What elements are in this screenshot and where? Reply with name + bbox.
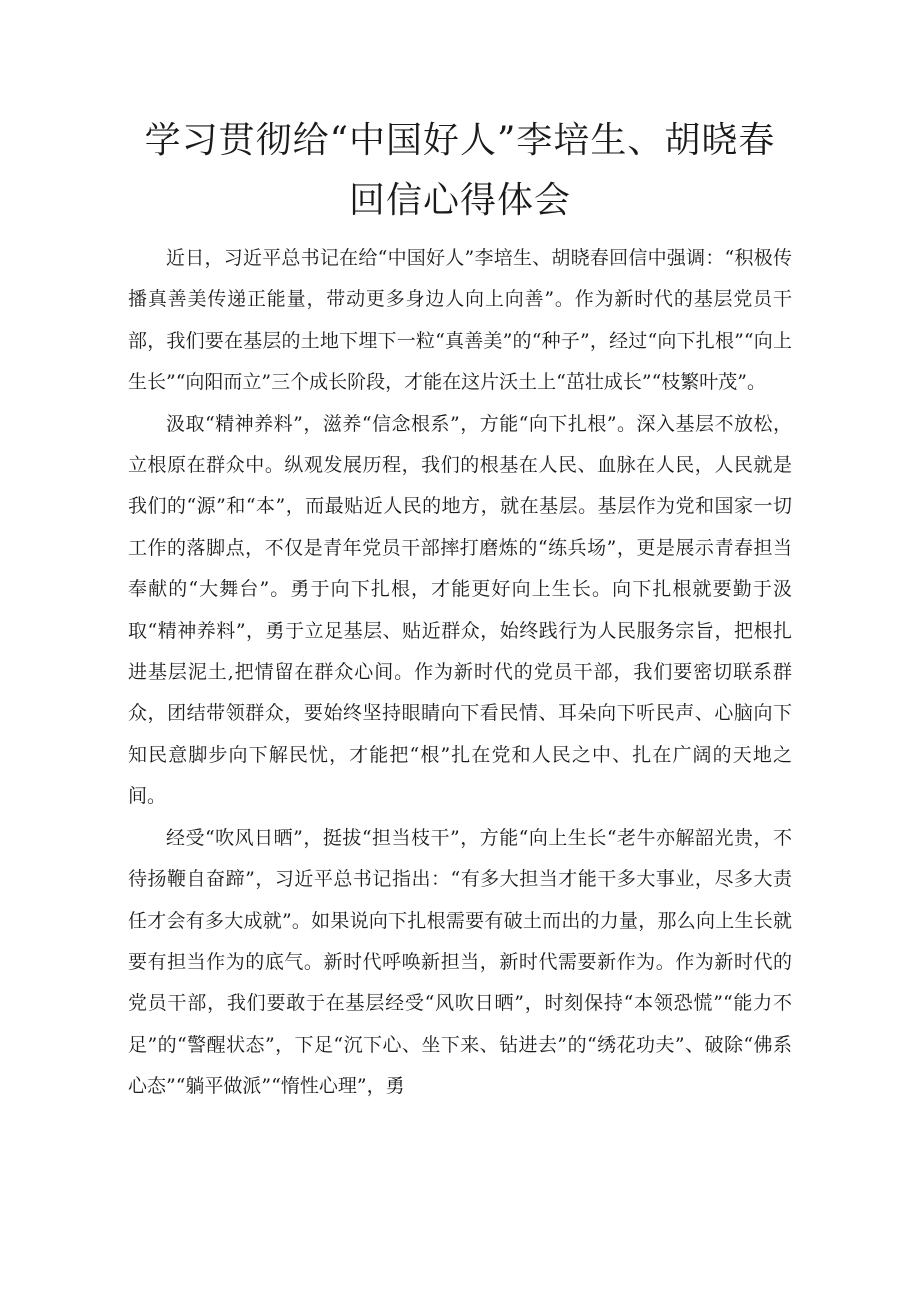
document-title-line-1: 学习贯彻给“中国好人”李培生、胡晓春 [144, 120, 776, 161]
document-body [128, 238, 792, 1108]
paragraph-3: 经受“吹风日晒”，挺拔“担当枝干”，方能“向上生长“老牛亦解韶光贵，不待扬鞭自奋蹄”，习近平总书记指出：“有多大担当才能干多大事业，尽多大责任才会有多大成就”。如果说向下扎根需要有破土而出的力量，那么向上生长就要有担当作为的底气。新时代呼唤新担当，新时代需要新作为。作为新时代的党员干部，我们要敢于在基层经受“风吹日晒”，时刻保持“本领恐慌”“能力不足”的“警醒状态”，下足“沉下心、坐下来、钻进去”的“绣花功夫”、破除“佛系心态”“躺平做派”“惰性心理”，勇 [128, 826, 792, 1098]
paragraph-2: 汲取“精神养料”，滋养“信念根系”，方能“向下扎根”。深入基层不放松，立根原在群众中。纵观发展历程，我们的根基在人民、血脉在人民，人民就是我们的“源”和“本”，而最贴近人民的地方，就在基层。基层作为党和国家一切工作的落脚点，不仅是青年党员干部摔打磨炼的“练兵场”，更是展示青春担当奉献的“大舞台”。勇于向下扎根，才能更好向上生长。向下扎根就要勤于汲取“精神养料”，勇于立足基层、贴近群众，始终践行为人民服务宗旨，把根扎进基层泥土,把情留在群众心间。作为新时代的党员干部，我们要密切联系群众，团结带领群众，要始终坚持眼睛向下看民情、耳朵向下听民声、心脑向下知民意脚步向下解民忧，才能把“根”扎在党和人民之中、扎在广阔的天地之间。 [128, 412, 792, 808]
paragraph-1: 近日，习近平总书记在给“中国好人”李培生、胡晓春回信中强调：“积极传播真善美传递正能量，带动更多身边人向上向善”。作为新时代的基层党员干部，我们要在基层的土地下埋下一粒“真善美”的“种子”，经过“向下扎根”“向上生长”“向阳而立”三个成长阶段，才能在这片沃土上“茁壮成长”“枝繁叶茂”。 [128, 247, 792, 394]
document-title-line-2: 回信心得体会 [348, 180, 571, 221]
